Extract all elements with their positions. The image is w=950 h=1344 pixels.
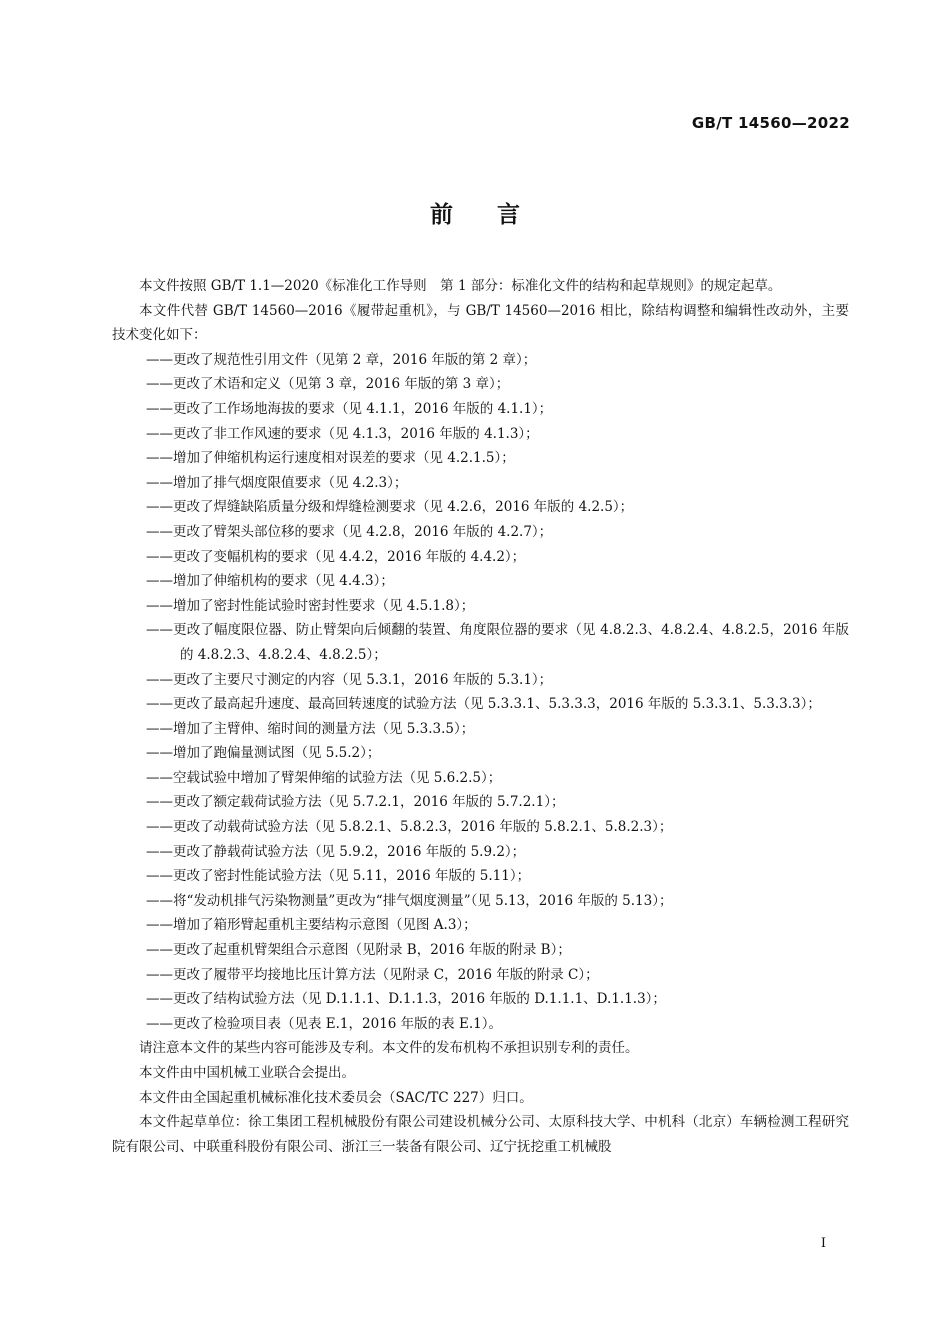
list-item: ——更改了检验项目表（见表 E.1，2016 年版的表 E.1）。	[146, 1015, 502, 1032]
change-list	[112, 348, 849, 1037]
list-item: ——更改了动载荷试验方法（见 5.8.2.1、5.8.2.3，2016 年版的 5.8.2.1、5.8.2.3）；	[146, 819, 673, 836]
list-item: ——更改了主要尺寸测定的内容（见 5.3.1，2016 年版的 5.3.1）；	[146, 671, 553, 688]
list-item: ——将“发动机排气污染物测量”更改为“排气烟度测量”（见 5.13，2016 年版的 5.13）；	[146, 892, 673, 909]
list-item: ——更改了规范性引用文件（见第 2 章，2016 年版的第 2 章）；	[146, 351, 537, 368]
list-item: ——更改了焊缝缺陷质量分级和焊缝检测要求（见 4.2.6，2016 年版的 4.2.5）；	[146, 499, 634, 516]
standard-code: GB/T 14560—2022	[691, 114, 850, 132]
list-item: ——更改了额定载荷试验方法（见 5.7.2.1，2016 年版的 5.7.2.1）；	[146, 794, 565, 811]
list-item: ——更改了术语和定义（见第 3 章，2016 年版的第 3 章）；	[146, 376, 510, 393]
list-item: ——增加了密封性能试验时密封性要求（见 4.5.1.8）；	[146, 597, 475, 614]
page-number: I	[820, 1236, 826, 1251]
list-item: ——增加了排气烟度限值要求（见 4.2.3）；	[146, 474, 408, 491]
list-item: ——增加了主臂伸、缩时间的测量方法（见 5.3.3.5）；	[146, 720, 475, 737]
list-item: ——更改了静载荷试验方法（见 5.9.2，2016 年版的 5.9.2）；	[146, 843, 526, 860]
list-item: ——更改了非工作风速的要求（见 4.1.3，2016 年版的 4.1.3）；	[146, 425, 539, 442]
patent-notice: 请注意本文件的某些内容可能涉及专利。本文件的发布机构不承担识别专利的责任。	[139, 1040, 639, 1057]
list-item: ——增加了伸缩机构的要求（见 4.4.3）；	[146, 573, 394, 590]
list-item: ——空载试验中增加了臂架伸缩的试验方法（见 5.6.2.5）；	[146, 769, 502, 786]
list-item: ——更改了起重机臂架组合示意图（见附录 B，2016 年版的附录 B）；	[146, 942, 571, 959]
committee-paragraph: 本文件由全国起重机械标准化技术委员会（SAC/TC 227）归口。	[139, 1089, 533, 1106]
list-item: ——更改了结构试验方法（见 D.1.1.1、D.1.1.3，2016 年版的 D.1.1.1、D.1.1.3）；	[146, 991, 666, 1008]
document-body	[112, 274, 849, 1159]
list-item: ——更改了履带平均接地比压计算方法（见附录 C，2016 年版的附录 C）；	[146, 966, 599, 983]
list-item: ——增加了跑偏量测试图（见 5.5.2）；	[146, 745, 381, 762]
list-item: ——更改了最高起升速度、最高回转速度的试验方法（见 5.3.3.1、5.3.3.3，2016 年版的 5.3.3.1、5.3.3.3）；	[146, 696, 821, 713]
list-item: ——更改了工作场地海拔的要求（见 4.1.1，2016 年版的 4.1.1）；	[146, 400, 553, 417]
list-item: ——增加了箱形臂起重机主要结构示意图（见图 A.3）；	[146, 917, 477, 934]
list-item: ——增加了伸缩机构运行速度相对误差的要求（见 4.2.1.5）；	[146, 450, 515, 467]
intro-paragraph: 本文件代替 GB/T 14560—2016《履带起重机》，与 GB/T 14560—2016 相比，除结构调整和编辑性改动外，主要技术变化如下：	[112, 302, 849, 344]
drafting-units-paragraph: 本文件起草单位：徐工集团工程机械股份有限公司建设机械分公司、太原科技大学、中机科（北京）车辆检测工程研究院有限公司、中联重科股份有限公司、浙江三一装备有限公司、辽宁抚挖重工机械股	[112, 1114, 849, 1155]
list-item: ——更改了臂架头部位移的要求（见 4.2.8，2016 年版的 4.2.7）；	[146, 523, 553, 540]
list-item: ——更改了幅度限位器、防止臂架向后倾翻的装置、角度限位器的要求（见 4.8.2.3、4.8.2.4、4.8.2.5，2016 年版的 4.8.2.3、4.8.2.4、4.8.2.5）；	[146, 622, 849, 663]
list-item: ——更改了密封性能试验方法（见 5.11，2016 年版的 5.11）；	[146, 868, 531, 885]
intro-paragraph: 本文件按照 GB/T 1.1—2020《标准化工作导则 第 1 部分：标准化文件的结构和起草规则》的规定起草。	[139, 278, 782, 294]
list-item: ——更改了变幅机构的要求（见 4.4.2，2016 年版的 4.4.2）；	[146, 548, 526, 565]
proposer-paragraph: 本文件由中国机械工业联合会提出。	[139, 1065, 355, 1081]
page-title: 前言	[430, 202, 564, 228]
